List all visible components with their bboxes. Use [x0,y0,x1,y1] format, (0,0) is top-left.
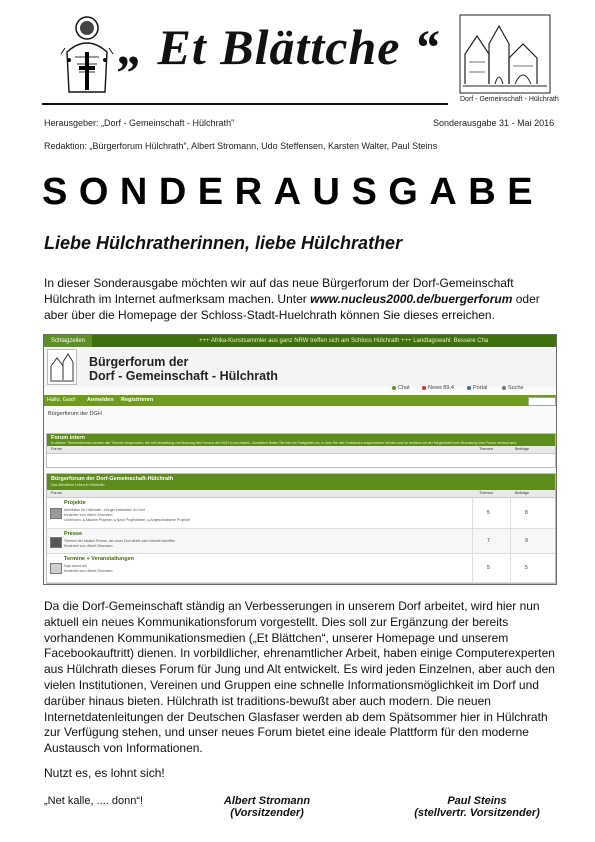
portal-icon [467,386,471,390]
saint-emblem-icon [55,12,119,96]
forum-row-themes: 5 [487,565,490,571]
signature-1-role: (Vorsitzender) [230,807,304,819]
intro-paragraph [44,275,564,323]
chat-icon [392,386,396,390]
link-portal [467,385,487,391]
forum-row-desc: Aktivitäten für Hülchrath - Bürger entwickeln Ihr Dorf [64,508,145,512]
forum-row-moderator: Moderiert von: Albert Stromann [64,544,113,548]
box-intern-header [47,434,555,446]
news-ticker [44,335,556,347]
forum-breadcrumb: Bürgerforum der DGH [48,411,102,417]
search-icon [502,386,506,390]
forum-nav-bar [44,395,556,406]
box-public-title: Bürgerforum der Dorf-Gemeinschaft-Hülchrath [51,476,174,482]
news-icon [422,386,426,390]
forum-title-line2: Dorf - Gemeinschaft - Hülchrath [89,369,278,383]
col-forum: Forum [51,447,62,451]
headline: Liebe Hülchratherinnen, liebe Hülchrather [44,233,403,253]
signature-1 [212,795,322,819]
calendar-icon [50,563,62,574]
forum-row-themes: 5 [487,510,490,516]
box-public-desc: Das öffentliche Leben in Hülchrath [51,483,105,487]
box-intern-desc: In diesem Themenbereich werden alle Themen besprochen, die mit Verwaltung und Nutzung des Forums der DGH zu tun haben. Zusätzlich finden Sie hier ein Testgebiet um, in dem Sie alle Funktionen ausprobieren können und so bestens mit der Möglichkeit Ihrer Benutzung zum Forum vertraut sind. [51,441,518,445]
issue-line: Sonderausgabe 31 - Mai 2016 [433,118,555,128]
link-search-label: Suche [508,385,524,391]
folder-icon [50,508,62,519]
village-logo-icon [459,14,551,94]
forum-search-input [528,397,556,406]
forum-screenshot [43,334,557,585]
link-portal-label: Portal [473,385,488,391]
forum-row-themes: 7 [487,538,490,544]
forum-logo-icon [47,349,77,385]
nav-register: Registrieren [121,397,154,403]
link-news [422,385,454,391]
nav-greeting: Hallo, Gast! [47,397,76,403]
signature-2-role: (stellvertr. Vorsitzender) [414,807,540,819]
box-public-header [47,474,555,490]
forum-row-posts: 8 [525,510,528,516]
forum-row-desc: Themen der lokalen Presse, die unser Dorf direkt oder indirekt betreffen [64,539,176,543]
body-paragraph: Da die Dorf-Gemeinschaft ständig an Verbesserungen in unserem Dorf arbeitet, wird hier nun aktuell ein neues Kommunikationsforum vorgestellt. Dies soll zur Ergänzung der bereits vorhandenen Kommunikationsmedien („Et Blättchen“, unserer Homepage und unserem Facebookauftritt) dienen. In vorbildlicher, ehrenamtlicher Arbeit, haben einige Computerexperten aus Hülchrath dieses Forum für Jung und Alt entwickelt. Es wird jeden Einzelnen, aber auch den vielen Institutionen, Vereinen und Gruppen eine schnelle Informationsmöglichkeit im Dorf und darüber hinaus bieten. Hülchrath ist traditions-bewußt aber auch modern. Die neuen Internetdatenleitungen der Deutschen Glasfaser werden ab dem Spätsommer hier in Hülchrath zur Verfügung stehen, und unser neues Forum bietet eine ideale Plattform für den moderne Austausch von Informationen. [44,599,555,756]
forum-title-line1: Bürgerforum der [89,355,189,369]
forum-row-desc: Kapt kannt nix! [64,564,88,568]
col-forum-2: Forum [51,491,62,495]
col-themes: Themen [479,447,493,451]
forum-row-posts: 9 [525,538,528,544]
forum-box-intern [46,433,556,468]
col-posts-2: Beiträge [515,491,530,495]
box-intern-columns [47,446,555,454]
forum-row [47,529,555,554]
forum-row-posts: 5 [525,565,528,571]
forum-row-title: Termine + Veranstaltungen [64,556,135,562]
newspaper-title: „ Et Blättche “ [118,19,440,75]
forum-row-subforums: Unterforen: ● Aktuelle Projekte, ● Neue Projektideen, ● Abgeschlossene Projekte [64,518,190,522]
special-edition-banner: SONDERAUSGABE [42,171,545,213]
forum-url: www.nucleus2000.de/buergerforum [310,292,513,306]
forum-row-title: Presse [64,531,83,537]
link-search [502,385,524,391]
intro-text-2: oder aber über die Homepage der Schloss-Stadt-Huelchrath können Sie dieses erreichen. [44,292,540,322]
forum-row-moderator: Moderiert von: Albert Stromann [64,569,113,573]
col-themes-2: Themen [479,491,493,495]
forum-row [47,554,555,583]
signature-2 [402,795,552,819]
link-chat [392,385,410,391]
signature-2-name: Paul Steins [447,795,507,807]
logo-caption: Dorf - Gemeinschaft - Hülchrath [460,96,559,103]
editors-line: Redaktion: „Bürgerforum Hülchrath”, Albert Stromann, Udo Steffensen, Karsten Walter, Paul Steins [44,141,438,151]
forum-row-title: Projekte [64,500,86,506]
folder-icon [50,537,62,548]
column-divider [510,498,511,582]
ticker-text: +++ Afrika-Kunstsammler aus ganz NRW treffen sich am Schloss Hülchrath +++ Landtagswahl: Bessere Cha [199,338,489,344]
closing-line: Nutzt es, es lohnt sich! [44,766,165,780]
forum-row-moderator: Moderiert von: Albert Stromann [64,513,113,517]
col-posts: Beiträge [515,447,530,451]
link-news-label: News 89,4 [428,385,454,391]
nav-login: Anmelden [87,397,114,403]
publisher-line: Herausgeber: „Dorf - Gemeinschaft - Hülchrath” [44,118,235,128]
link-chat-label: Chat [398,385,410,391]
box-public-columns [47,490,555,498]
intro-text-1: In dieser Sonderausgabe möchten wir auf das neue Bürgerforum der Dorf-Gemeinschaft Hülchrath im Internet aufmerksam machen. Unter [44,276,514,306]
signature-1-name: Albert Stromann [223,795,311,807]
forum-box-public [46,473,556,584]
forum-title [89,355,278,383]
forum-row [47,498,555,529]
headlines-tab: Schlagzeilen [44,335,92,347]
masthead-rule [42,103,448,105]
column-divider [472,498,473,582]
motto: „Net kalle, .... donn“! [44,795,144,807]
box-intern-title: Forum intern [51,435,85,441]
